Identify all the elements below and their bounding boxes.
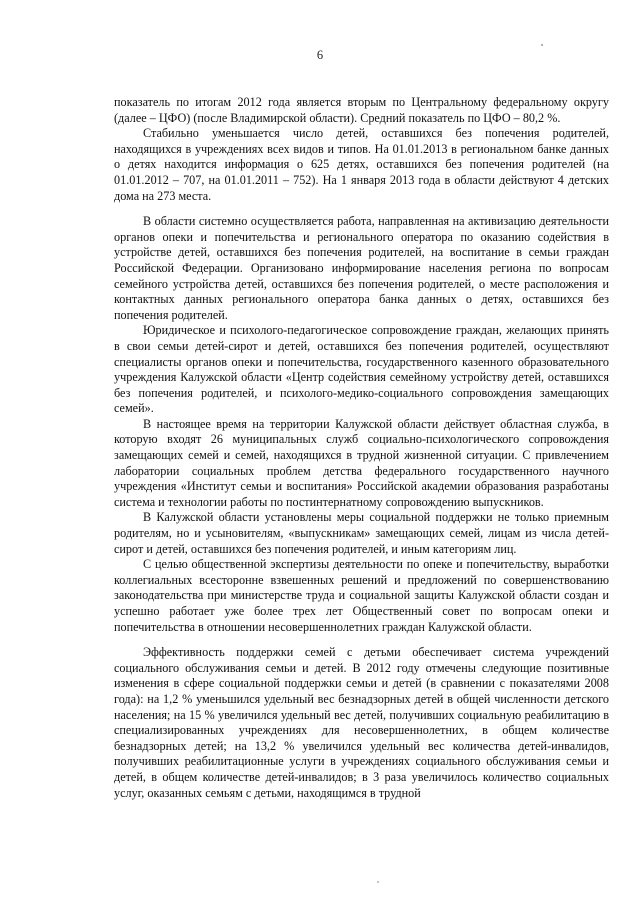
paragraph-legal-support: Юридическое и психолого-педагогическое сопровождение граждан, желающих принять в свои семьи детей-сирот и детей, оставшихся без попечения родителей, осуществляют специалисты органов опеки и попечительства, государственного казенного образовательного учреждения Калужской области «Центр содействия семейному устройству детей, оставшихся без попечения родителей, и психолого-медико-социального сопровождения замещающих семей». — [114, 323, 609, 416]
page-number: 6 — [316, 48, 324, 62]
paragraph-family-services: Эффективность поддержки семей с детьми обеспечивает система учреждений социального обслуживания семьи и детей. В 2012 году отмечены следующие позитивные изменения в сфере социальной поддержки семьи и детей (в сравнении с показателями 2008 года): на 1,2 % уменьшился удельный вес безнадзорных детей в общей численности детского населения; на 15 % увеличился удельный вес детей, получивших социальную реабилитацию в специализированных учреждениях для несовершеннолетних, в общем количестве безнадзорных детей; на 13,2 % увеличился удельный вес количества детей-инвалидов, получивших реабилитационные услуги в учреждениях социального обслуживания семьи и детей, в общем количестве детей-инвалидов; в 3 раза увеличилось количество социальных услуг, оказанных семьям с детьми, находящимся в трудной — [114, 645, 609, 800]
paragraph-regional-service: В настоящее время на территории Калужской области действует областная служба, в которую входят 26 муниципальных служб социально-психологического сопровождения замещающих семей и семей, находящихся в трудной жизненной ситуации. С привлечением лаборатории социальных проблем детства федерального государственного научного учреждения «Институт семьи и воспитания» Российской академии образования разработаны система и технологии работы по постинтернатному сопровождению выпускников. — [114, 416, 609, 509]
paragraph-continuation: показатель по итогам 2012 года является вторым по Центральному федеральному округу (далее – ЦФО) (после Владимирской области). Средний показатель по ЦФО – 80,2 %. — [114, 95, 609, 125]
document-body — [114, 95, 609, 801]
paragraph-guardianship-work: В области системно осуществляется работа, направленная на активизацию деятельности органов опеки и попечительства и регионального оператора по оказанию содействия в устройстве детей, оставшихся без попечения родителей, на воспитание в семьи граждан Российской Федерации. Организовано информирование населения региона по вопросам семейного устройства детей, оставшихся без попечения родителей, о месте расположения и контактных данных регионального оператора банка данных о детях, оставшихся без попечения родителей. — [114, 214, 609, 322]
paragraph-public-council: С целью общественной экспертизы деятельности по опеке и попечительству, выработки коллегиальных всесторонне взвешенных решений и предложений по совершенствованию законодательства при министерстве труда и социальной защиты Калужской области создан и успешно работает уже более трех лет Общественный совет по вопросам опеки и попечительства в отношении несовершеннолетних граждан Калужской области. — [114, 557, 609, 634]
scan-speck — [541, 44, 543, 46]
paragraph-orphans-count: Стабильно уменьшается число детей, оставшихся без попечения родителей, находящихся в учреждениях всех видов и типов. На 01.01.2013 в региональном банке данных о детях находится информация о 625 детях, оставшихся без попечения родителей (на 01.01.2012 – 707, на 01.01.2011 – 752). На 1 января 2013 года в области действуют 4 детских дома на 273 места. — [114, 126, 609, 203]
scan-speck — [377, 881, 379, 883]
paragraph-social-support: В Калужской области установлены меры социальной поддержки не только приемным родителям, но и усыновителям, «выпускникам» замещающих семей, лицам из числа детей-сирот и детей, оставшихся без попечения родителей, и иным категориям лиц. — [114, 510, 609, 556]
